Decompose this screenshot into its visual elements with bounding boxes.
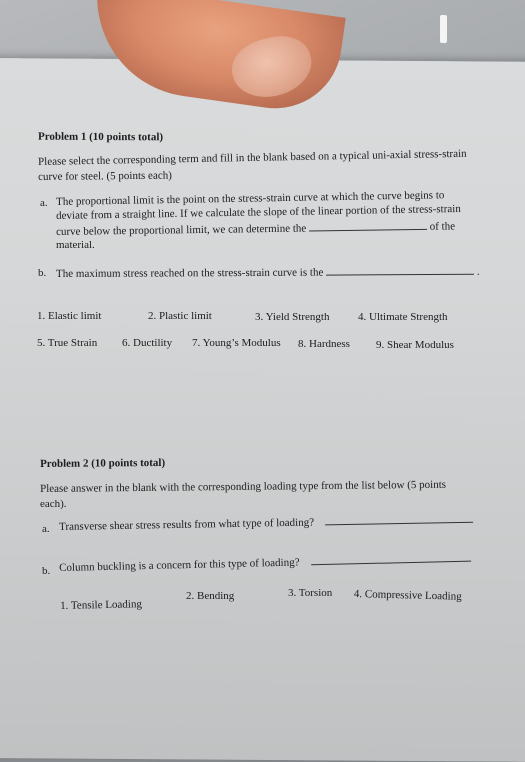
answer-blank-1b[interactable] [326, 265, 474, 276]
p1-option-4: 4. Ultimate Strength [358, 311, 448, 323]
problem2-title: Problem 2 (10 points total) [40, 456, 166, 470]
problem1-a-line3-text: curve below the proportional limit, we can determine the [56, 222, 307, 238]
problem2-b-text: Column buckling is a concern for this type of loading? [59, 556, 300, 574]
p2-option-4: 4. Compressive Loading [353, 588, 462, 603]
problem1-a-line4: material. [56, 239, 95, 251]
problem1-title: Problem 1 (10 points total) [37, 130, 164, 144]
p2-option-2: 2. Bending [186, 590, 235, 602]
p1-option-1: 1. Elastic limit [37, 310, 102, 322]
answer-blank-2a[interactable] [325, 513, 473, 526]
problem2-b-line [59, 552, 471, 574]
problem2-a-line [59, 513, 474, 533]
problem1-a-line1: The proportional limit is the point on the stress-strain curve at which the curve begins to [56, 189, 445, 208]
answer-blank-2b[interactable] [311, 552, 471, 566]
p1-option-5: 5. True Strain [37, 337, 98, 349]
problem1-a-line3 [56, 219, 455, 238]
p1-option-7: 7. Young’s Modulus [192, 337, 281, 349]
p1-option-2: 2. Plastic limit [148, 310, 212, 322]
problem1-b-end: . [476, 265, 480, 278]
p1-option-3: 3. Yield Strength [255, 311, 330, 323]
problem1-instructions-line1: Please select the corresponding term and fill in the blank based on a typical uni-axial stress-strain [38, 147, 467, 168]
problem1-a-line3-end: of the [429, 220, 456, 233]
p2-option-1: 1. Tensile Loading [60, 598, 143, 612]
problem1-b-letter: b. [38, 267, 47, 279]
problem1-b-text: The maximum stress reached on the stress-strain curve is the [56, 266, 324, 280]
p1-option-6: 6. Ductility [122, 337, 173, 349]
problem1-a-letter: a. [40, 197, 48, 209]
p1-option-9: 9. Shear Modulus [376, 339, 454, 351]
problem2-instructions-line1: Please answer in the blank with the corresponding loading type from the list below (5 points [40, 478, 447, 495]
problem2-a-letter: a. [42, 523, 50, 535]
problem1-b-line [56, 265, 480, 280]
p2-option-3: 3. Torsion [288, 587, 333, 599]
problem1-a-line2: deviate from a straight line. If we calculate the slope of the linear portion of the stress-strain [56, 202, 461, 222]
problem2-b-letter: b. [42, 565, 51, 577]
problem1-instructions-line2: curve for steel. (5 points each) [38, 169, 172, 183]
problem2-a-text: Transverse shear stress results from what type of loading? [59, 516, 315, 533]
answer-blank-1a[interactable] [309, 220, 427, 232]
problem2-instructions-line2: each). [40, 498, 67, 510]
p1-option-8: 8. Hardness [298, 338, 350, 350]
